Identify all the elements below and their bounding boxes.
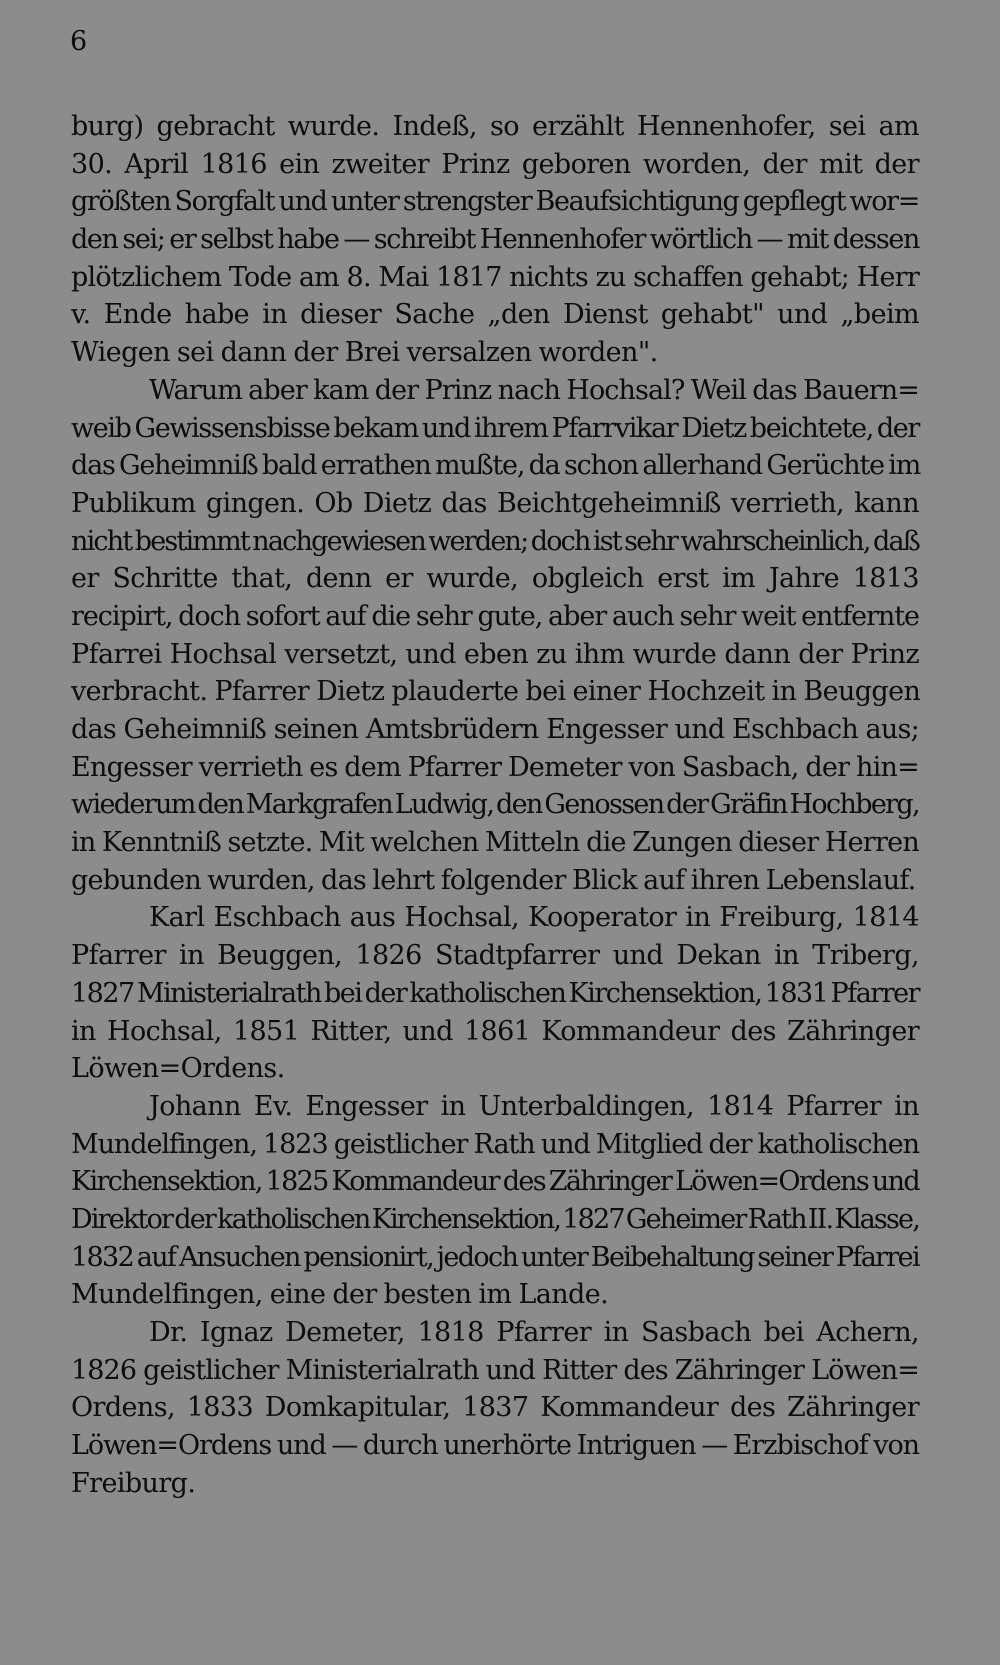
text-line: Pfarrei Hochsal versetzt, und eben zu ihm wurde dann der Prinz (71, 638, 919, 670)
text-line: in Kenntniß setzte. Mit welchen Mitteln die Zungen dieser Herren (71, 827, 919, 859)
text-line: das Geheimniß bald errathen mußte, da schon allerhand Gerüchte im (71, 450, 921, 482)
text-line: den sei; er selbst habe — schreibt Hennenhofer wörtlich — mit dessen (71, 224, 919, 256)
text-line: v. Ende habe in dieser Sache „den Dienst gehabt" und „beim (71, 299, 919, 331)
text-line: 1827 Ministerialrath bei der katholischen Kirchensektion, 1831 Pfarrer (71, 977, 919, 1009)
text-line: Karl Eschbach aus Hochsal, Kooperator in Freiburg, 1814 (149, 902, 919, 934)
text-line: Ordens, 1833 Domkapitular, 1837 Kommandeur des Zähringer (71, 1392, 919, 1424)
text-line: Löwen=Ordens und — durch unerhörte Intriguen — Erzbischof von (71, 1430, 919, 1462)
text-line: nicht bestimmt nachgewiesen werden; doch ist sehr wahrscheinlich, daß (71, 525, 919, 557)
body-text (71, 108, 919, 1502)
text-line: Dr. Ignaz Demeter, 1818 Pfarrer in Sasbach bei Achern, (149, 1317, 919, 1348)
text-line: plötzlichem Tode am 8. Mai 1817 nichts zu schaffen gehabt; Herr (71, 261, 919, 293)
text-line: Wiegen sei dann der Brei versalzen worden". (71, 337, 658, 369)
text-line: er Schritte that, denn er wurde, obgleich erst im Jahre 1813 (71, 563, 919, 595)
text-line: 30. April 1816 ein zweiter Prinz geboren worden, der mit der (71, 148, 919, 180)
paragraph (71, 372, 919, 900)
paragraph (71, 899, 919, 1087)
page-number: 6 (70, 26, 88, 57)
text-line: Löwen=Ordens. (71, 1053, 285, 1085)
paragraph (71, 108, 919, 372)
text-line: wiederum den Markgrafen Ludwig, den Genossen der Gräfin Hochberg, (71, 789, 919, 821)
text-line: Direktor der katholischen Kirchensektion, 1827 Geheimer Rath II. Klasse, (71, 1203, 919, 1235)
paragraph (71, 1088, 919, 1314)
text-line: 1832 auf Ansuchen pensionirt, jedoch unter Beibehaltung seiner Pfarrei (71, 1241, 919, 1273)
text-line: Publikum gingen. Ob Dietz das Beichtgeheimniß verrieth, kann (71, 487, 919, 519)
text-line: burg) gebracht wurde. Indeß, so erzählt Hennenhofer, sei am (71, 111, 919, 142)
text-line: gebunden wurden, das lehrt folgender Blick auf ihren Lebenslauf. (71, 864, 916, 896)
text-line: recipirt, doch sofort auf die sehr gute, aber auch sehr weit entfernte (71, 600, 919, 632)
text-line: Mundelfingen, 1823 geistlicher Rath und Mitglied der katholischen (71, 1128, 919, 1160)
text-line: in Hochsal, 1851 Ritter, und 1861 Kommandeur des Zähringer (71, 1015, 919, 1047)
text-line: 1826 geistlicher Ministerialrath und Ritter des Zähringer Löwen= (71, 1354, 919, 1386)
text-line: Freiburg. (71, 1467, 196, 1499)
text-line: verbracht. Pfarrer Dietz plauderte bei einer Hochzeit in Beuggen (71, 676, 921, 708)
text-line: Johann Ev. Engesser in Unterbaldingen, 1814 Pfarrer in (149, 1090, 919, 1122)
text-line: größten Sorgfalt und unter strengster Beaufsichtigung gepflegt wor= (71, 186, 919, 218)
text-line: Engesser verrieth es dem Pfarrer Demeter von Sasbach, der hin= (71, 751, 919, 783)
text-line: das Geheimniß seinen Amtsbrüdern Engesser und Eschbach aus; (71, 714, 919, 745)
text-line: Pfarrer in Beuggen, 1826 Stadtpfarrer und Dekan in Triberg, (71, 940, 919, 972)
text-line: Warum aber kam der Prinz nach Hochsal? Weil das Bauern= (149, 374, 919, 406)
paragraph (71, 1314, 919, 1502)
text-line: Kirchensektion, 1825 Kommandeur des Zähringer Löwen=Ordens und (71, 1166, 919, 1198)
text-line: Mundelfingen, eine der besten im Lande. (71, 1279, 609, 1311)
text-line: weib Gewissensbisse bekam und ihrem Pfarrvikar Dietz beichtete, der (71, 412, 919, 444)
